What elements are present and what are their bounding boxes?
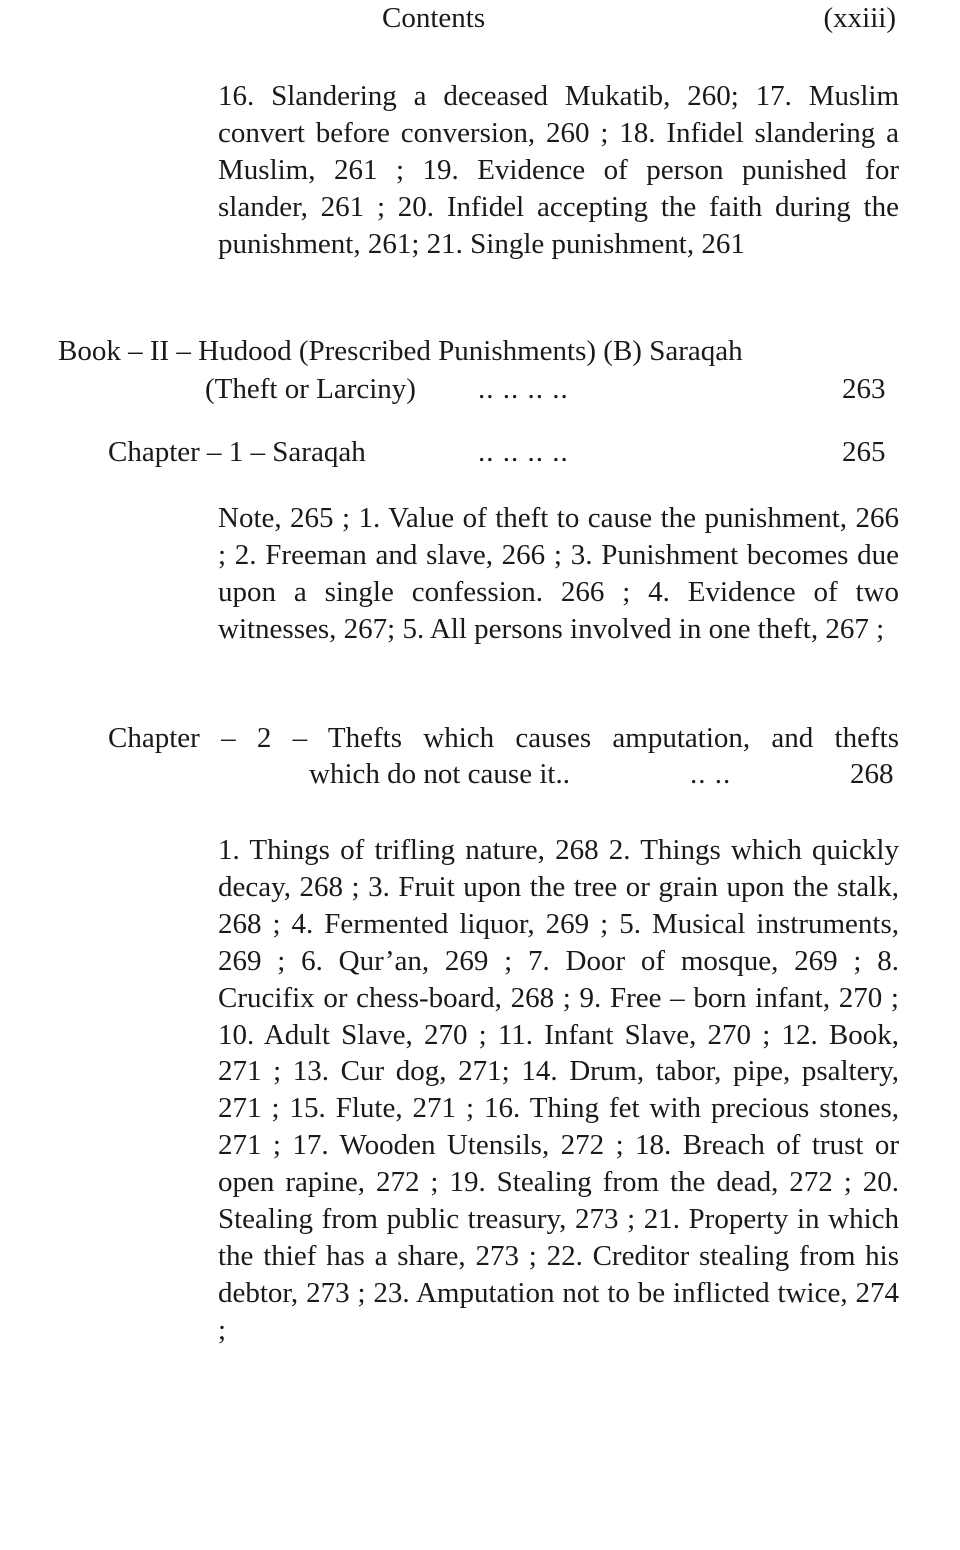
page-header (0, 2, 960, 42)
contents-paragraph-saraqah: Note, 265 ; 1. Value of theft to cause the punishment, 266 ; 2. Freeman and slave, 266 ; 3. Punishment becomes due upon a single confession. 266 ; 4. Evidence of two witnesses, 267; 5. All persons involved in one theft, 267 ; (218, 502, 899, 645)
leader-dots: .. .. .. .. (478, 373, 569, 405)
running-title: Contents (382, 2, 486, 34)
book-heading: Book – II – Hudood (Prescribed Punishments) (B) Saraqah (58, 335, 743, 367)
leader-dots: .. .. (690, 758, 732, 790)
chapter-2-heading: Chapter – 2 – Thefts which causes amputation, and thefts (108, 722, 899, 754)
leader-dots: .. .. .. .. (478, 436, 569, 468)
chapter-2-page-number: 268 (850, 758, 894, 790)
book-page-number: 263 (842, 373, 886, 405)
chapter-2-heading-continued: which do not cause it.. (309, 758, 570, 790)
chapter-1-heading: Chapter – 1 – Saraqah (108, 436, 366, 468)
contents-paragraph-thefts: 1. Things of trifling nature, 268 2. Things which quickly decay, 268 ; 3. Fruit upon the tree or grain upon the stalk, 268 ; 4. Fermented liquor, 269 ; 5. Musical instruments, 269 ; 6. Qur’an, 269 ; 7. Door of mosque, 269 ; 8. Crucifix or chess-board, 268 ; 9. Free – born infant, 270 ; 10. Adult Slave, 270 ; 11. Infant Slave, 270 ; 12. Book, 271 ; 13. Cur dog, 271; 14. Drum, tabor, pipe, psaltery, 271 ; 15. Flute, 271 ; 16. Thing fet with precious stones, 271 ; 17. Wooden Utensils, 272 ; 18. Breach of trust or open rapine, 272 ; 19. Stealing from the dead, 272 ; 20. Stealing from public treasury, 273 ; 21. Property in which the thief has a share, 273 ; 22. Creditor stealing from his debtor, 273 ; 23. Amputation not to be inflicted twice, 274 ; (218, 834, 899, 1346)
chapter-1-page-number: 265 (842, 436, 886, 468)
contents-paragraph-slander: 16. Slandering a deceased Mukatib, 260; 17. Muslim convert before conversion, 260 ; 18. Infidel slandering a Muslim, 261 ; 19. Evidence of person punished for slander, 261 ; 20. Infidel accepting the faith during the punishment, 261; 21. Single punishment, 261 (218, 80, 899, 260)
book-heading-subtitle: (Theft or Larciny) (205, 373, 416, 405)
page-number: (xxiii) (823, 2, 896, 34)
